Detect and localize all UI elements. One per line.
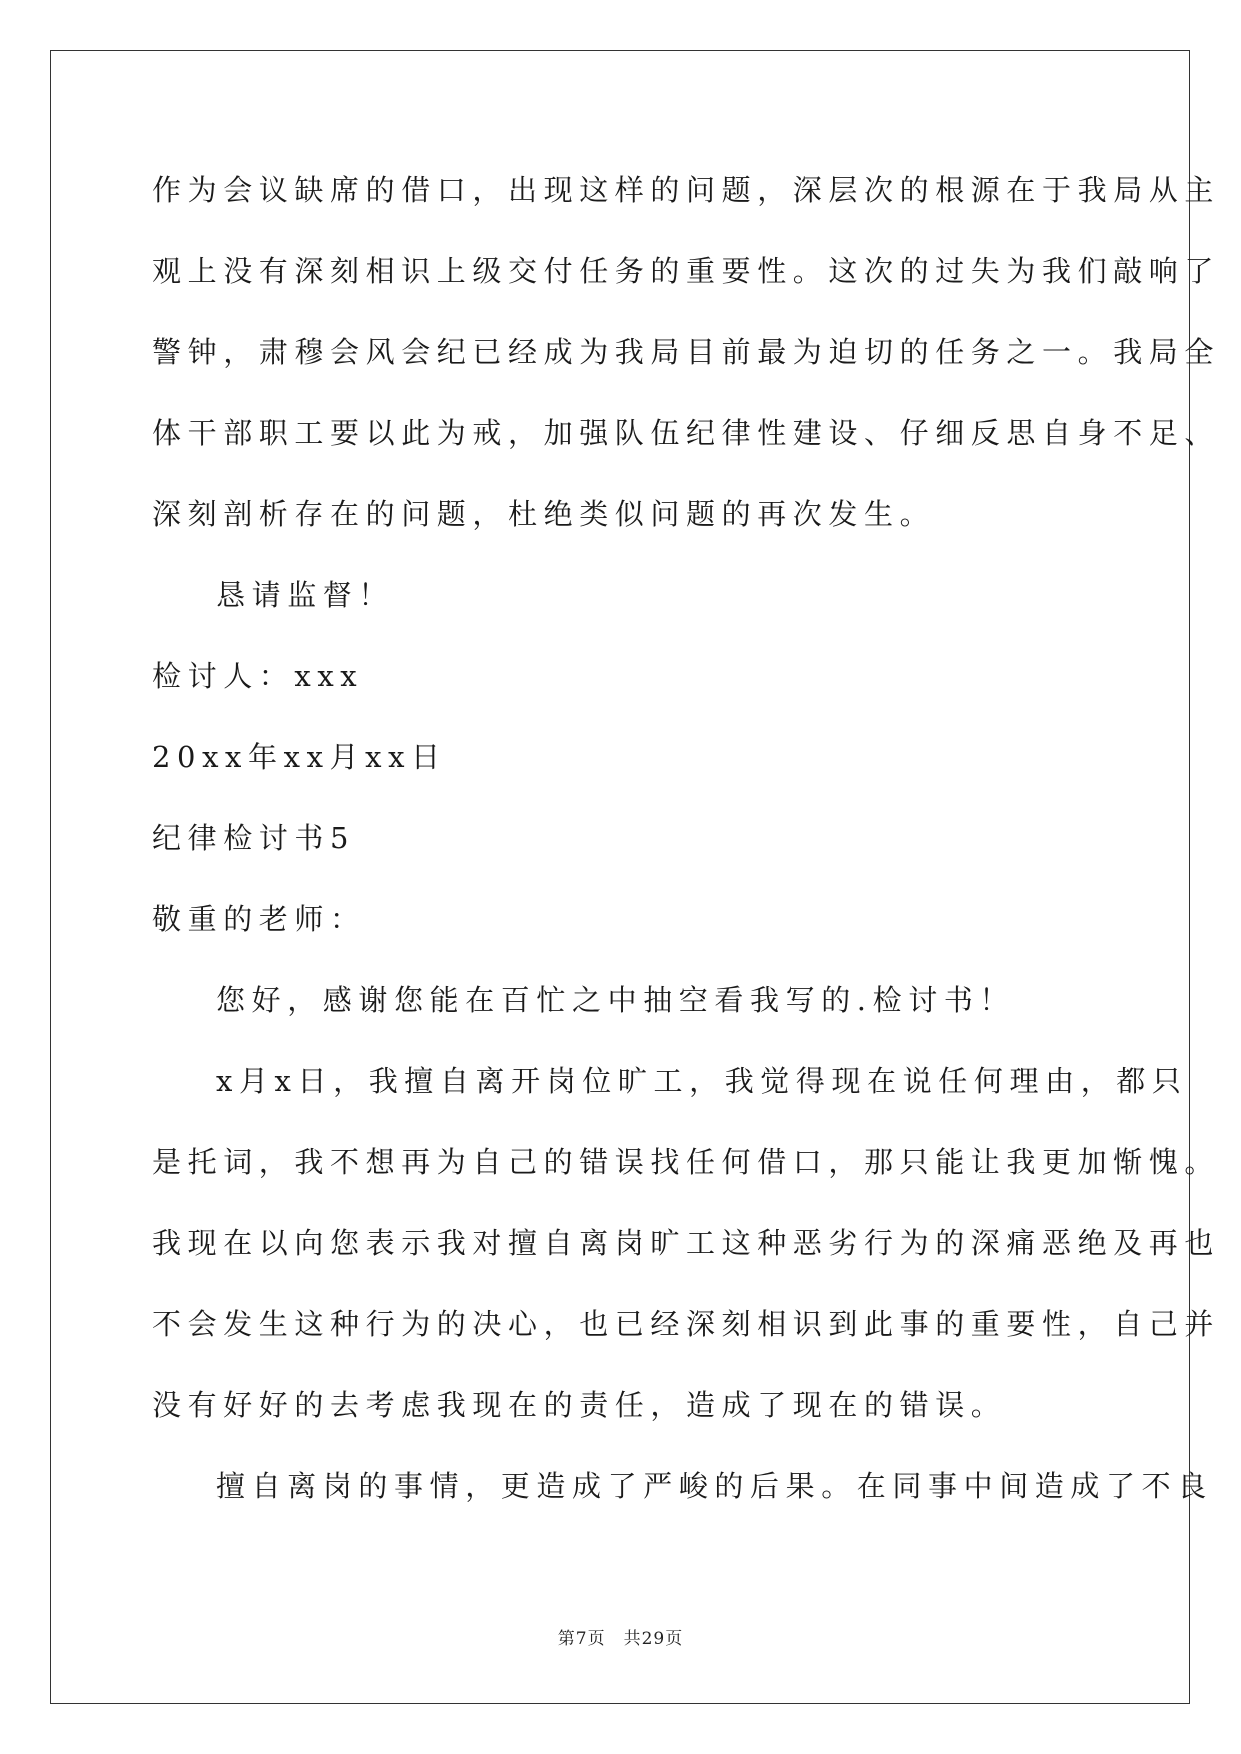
page-footer (0, 1624, 1241, 1649)
text-line: 擅自离岗的事情，更造成了严峻的后果。在同事中间造成了不良 (216, 1469, 1213, 1503)
text-line: 警钟，肃穆会风会纪已经成为我局目前最为迫切的任务之一。我局全 (152, 335, 1221, 369)
text-line: 您好，感谢您能在百忙之中抽空看我写的.检讨书！ (216, 983, 1016, 1017)
text-line: x月x日，我擅自离开岗位旷工，我觉得现在说任何理由，都只 (216, 1064, 1188, 1098)
signature-line: 检讨人：xxx (152, 659, 364, 693)
document-body (152, 160, 1221, 1537)
text-line: 没有好好的去考虑我现在的责任，造成了现在的错误。 (152, 1388, 1007, 1422)
text-line: 不会发生这种行为的决心，也已经深刻相识到此事的重要性，自己并 (152, 1307, 1221, 1341)
text-line: 观上没有深刻相识上级交付任务的重要性。这次的过失为我们敲响了 (152, 254, 1221, 288)
text-line: 深刻剖析存在的问题，杜绝类似问题的再次发生。 (152, 497, 936, 531)
date-line: 20xx年xx月xx日 (152, 740, 447, 774)
page-number: 第7页 共29页 (557, 1629, 684, 1649)
text-line: 我现在以向您表示我对擅自离岗旷工这种恶劣行为的深痛恶绝及再也 (152, 1226, 1221, 1260)
section-title: 纪律检讨书5 (152, 821, 356, 855)
text-line: 体干部职工要以此为戒，加强队伍纪律性建设、仔细反思自身不足、 (152, 416, 1221, 450)
text-line: 恳请监督！ (216, 578, 395, 612)
text-line: 作为会议缺席的借口，出现这样的问题，深层次的根源在于我局从主 (152, 173, 1221, 207)
salutation: 敬重的老师： (152, 902, 366, 936)
text-line: 是托词，我不想再为自己的错误找任何借口，那只能让我更加惭愧。 (152, 1145, 1221, 1179)
